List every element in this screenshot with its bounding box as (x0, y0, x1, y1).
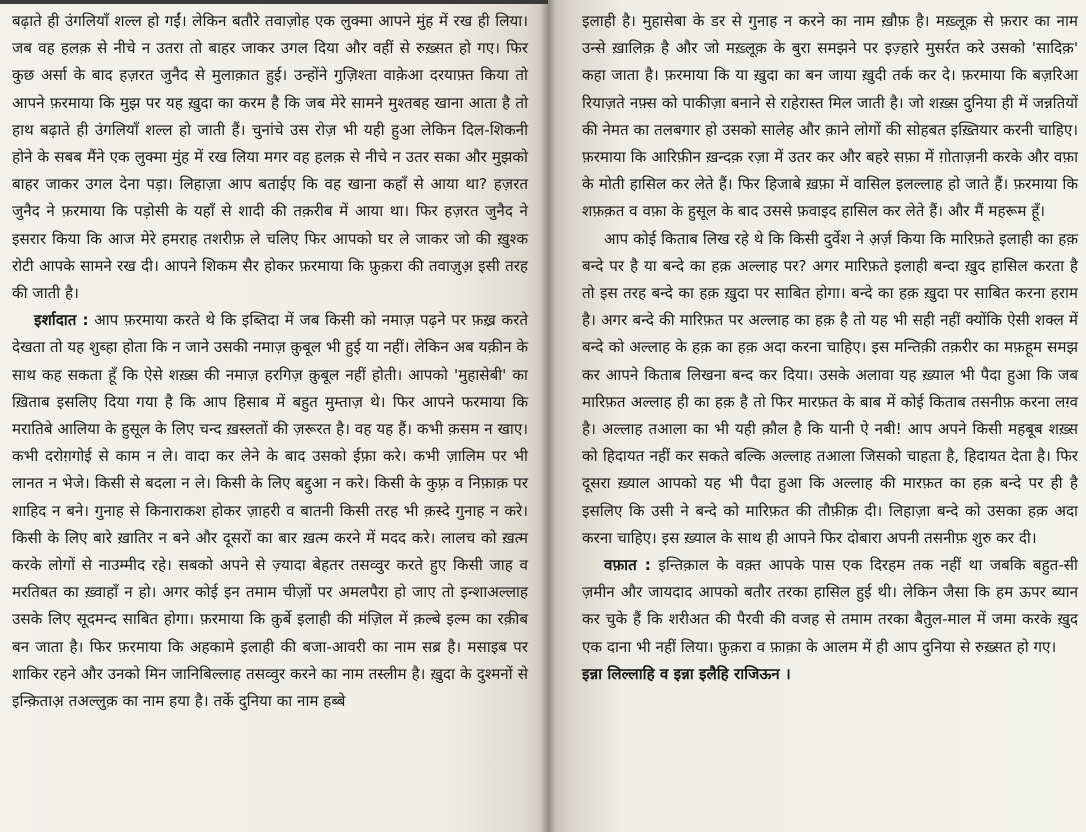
paragraph-text: इलाही है। मुहासेबा के डर से गुनाह न करने का नाम ख़ौफ़ है। मख़्लूक़ से फ़रार का नाम उन्से ख़ालिक़ है और जो मख़्लूक़ के बुरा समझने पर इज़्हारे मुसर्रत करे उसको 'सादिक़' कहा जाता है। फ़रमाया कि या ख़ुदा का बन जाया ख़ुदी तर्क कर दे। फ़रमाया कि बज़रिआ रियाज़ते नफ़्स को पाकीज़ा बनाने से राहेरास्त मिल जाती है। जो शख़्स दुनिया ही में जन्नतियों की नेमत का तलबगार हो उसको सालेह और क़ाने लोगों की सोहबत इख़्तियार करनी चाहिए। फ़रमाया कि आरिफ़ीन ख़न्दक़ रज़ा में उतर कर और बहरे सफ़ा में ग़ोताज़नी करके और वफ़ा के मोती हासिल कर लेते हैं। फिर हिजाबे ख़फ़ा में वासिल इलल्लाह हो जाते हैं। फ़रमाया कि शफ़क़त व वफ़ा के हुसूल के बाद उससे फ़वाइद हासिल कर लेते हैं। और मैं महरूम हूँ। (582, 12, 1078, 221)
paragraph-text: बढ़ाते ही उंगलियाँ शल्ल हो गईं। लेकिन बतौरे तवाज़ोह एक लुक्मा आपने मुंह में रख ही लिया। जब वह हलक़ से नीचे न उतरा तो बाहर जाकर उगल दिया और वहीं से रुख़्सत हो गए। फिर कुछ अर्सा के बाद हज़रत जुनैद से मुलाक़ात हुई। उन्होंने गुज़िश्ता वाक़ेआ दरयाफ़्त किया तो आपने फ़रमाया कि मुझ पर यह ख़ुदा का करम है कि जब मेरे सामने मुश्तबह खाना आता है तो हाथ बढ़ाते ही उंगलियाँ शल्ल हो जाती हैं। चुनांचे उस रोज़ भी यही हुआ लेकिन दिल-शिकनी होने के सबब मैंने एक लुक्मा मुंह में रख लिया मगर वह हलक़ से नीचे न उतर सका और मुझको बाहर जाकर उगल देना पड़ा। लिहाज़ा आप बताईए कि वह खाना कहाँ से आया था? हज़रत जुनैद ने फ़रमाया कि पड़ोसी के यहाँ से शादी की तक़रीब में आया था। फिर हज़रत जुनैद ने इसरार किया कि आज मेरे हमराह तशरीफ़ ले चलिए फिर आपको घर ले जाकर जो की ख़ुश्क रोटी आपके सामने रख दी। आपने शिकम सैर होकर फ़रमाया कि फ़ुक़रा की तवाज़ुअ़ इसी तरह की जाती है। (12, 12, 528, 303)
right-paragraph-3 (582, 552, 1078, 661)
book-gutter (540, 0, 556, 832)
left-paragraph-1 (12, 8, 528, 307)
paragraph-text: आप फ़रमाया करते थे कि इब्तिदा में जब किसी को नमाज़ पढ़ने पर फ़ख़्र करते देखता तो यह शुब्हा होता कि न जाने उसकी नमाज़ क़ुबूल भी हुई या नहीं। लेकिन अब यक़ीन के साथ कह सकता हूँ कि ऐसे शख़्स की नमाज़ हरगिज़ क़ुबूल नहीं होती। आपको 'मुहासेबी' का ख़िताब इसलिए दिया गया है कि आप हिसाब में बहुत मुम्ताज़ थे। फिर आपने फरमाया कि मरातिबे आलिया के हुसूल के लिए चन्द ख़स्लतों की ज़रूरत है। वह यह हैं। कभी क़सम न खाए। कभी दरोग़गोई से काम न ले। वादा कर लेने के बाद उसको ईफ़ा करे। कभी ज़ालिम पर भी लानत न भेजे। किसी से बदला न ले। किसी के लिए बद्दुआ न करे। किसी के कुफ़्र व निफ़ाक़ पर शाहिद न बने। गुनाह से किनाराकश होकर ज़ाहरी व बातनी किसी तरह भी क़स्दे गुनाह न करे। किसी के लिए बारे ख़ातिर न बने और दूसरों का बार ख़त्म करने में मदद करे। लालच को ख़त्म करके लोगों से नाउम्मीद रहे। सबको अपने से ज़्यादा बेहतर तसव्वुर करते हुए किसी जाह व मरतिबत का ख़्वाहाँ न हो। अगर कोई इन तमाम चीज़ों पर अमलपैरा हो जाए तो इन्शाअल्लाह उसके लिए सूदमन्द साबित होगा। फ़रमाया कि क़ुर्बे इलाही की मंज़िल में क़ल्बे इल्म का रक़ीब बन जाता है। फिर फ़रमाया कि अहकामे इलाही की बजा-आवरी का नाम सब्र है। मसाइब पर शाकिर रहने और उनको मिन जानिबिल्लाह तसव्वुर करने का नाम तस्लीम है। ख़ुदा के दुश्मनों से इन्क़िताअ़ तअल्लुक़ का नाम हया है। तर्के दुनिया का नाम हब्बे (12, 311, 528, 711)
top-rule (0, 0, 548, 4)
right-page-text (582, 8, 1078, 688)
right-paragraph-1 (582, 8, 1078, 226)
right-page (548, 0, 1086, 832)
section-heading-irshadat: इर्शादात : (34, 311, 89, 330)
left-page-text (12, 8, 528, 715)
section-heading-wafat: वफ़ात : (604, 556, 651, 575)
paragraph-text: आप कोई किताब लिख रहे थे कि किसी दुर्वेश ने अ़र्ज़ किया कि मारिफ़ते इलाही का हक़ बन्दे पर है या बन्दे का हक़ अल्लाह पर? अगर मारिफ़ते इलाही बन्दा ख़ुद हासिल करता है तो इस तरह बन्दे का हक़ ख़ुदा पर साबित होगा। बन्दे का हक़ ख़ुदा पर साबित करना हराम है। अगर बन्दे की मारिफ़त पर अल्लाह का हक़ है तो यह भी सही नहीं क्योंकि ऐसी शक्ल में बन्दे को अल्लाह के हक़ का हक़ अदा करना चाहिए। इस मन्तिक़ी तक़रीर का मफ़हूम समझ कर आपने किताब लिखना बन्द कर दिया। उसके अलावा यह ख़्याल भी पैदा हुआ कि जब मारिफ़त अल्लाह ही का हक़ है तो फिर मारफ़त के बाब में कोई किताब तसनीफ़ करना लग़्व है। अल्लाह तआला का भी यही क़ौल है कि यानी ऐ नबी! आप अपने किसी महबूब शख़्स को हिदायत नहीं कर सकते बल्कि अल्लाह तआला जिसको चाहता है, हिदायत देता है। फिर दूसरा ख़्याल आपको यह भी पैदा हुआ कि अल्लाह की मारफ़त का हक़ बन्दे पर ही है इसलिए कि उसी ने बन्दे को मारिफ़त की तौफ़ीक़ दी। लिहाज़ा बन्दे को उसका हक़ अदा करना चाहिए। इस ख़्याल के साथ ही आपने फिर दोबारा अपनी तसनीफ़ शुरु कर दी। (582, 229, 1078, 547)
left-paragraph-2 (12, 307, 528, 715)
closing-line: इन्ना लिल्लाहि व इन्ना इलैहि राजिऊन । (582, 664, 791, 683)
right-paragraph-2 (582, 226, 1078, 552)
paragraph-text: इन्तिक़ाल के वक़्त आपके पास एक दिरहम तक नहीं था जबकि बहुत-सी ज़मीन और जायदाद आपको बतौर तरका हासिल हुई थी। लेकिन जैसा कि हम ऊपर ब्यान कर चुके हैं कि शरीअत की पैरवी की वजह से तमाम तरका बैतुल-माल में जमा करके ख़ुद एक दाना भी नहीं लिया। फ़ुक़रा व फ़ाक़ा के आलम में ही आप दुनिया से रुख़्सत हो गए। (582, 556, 1078, 656)
